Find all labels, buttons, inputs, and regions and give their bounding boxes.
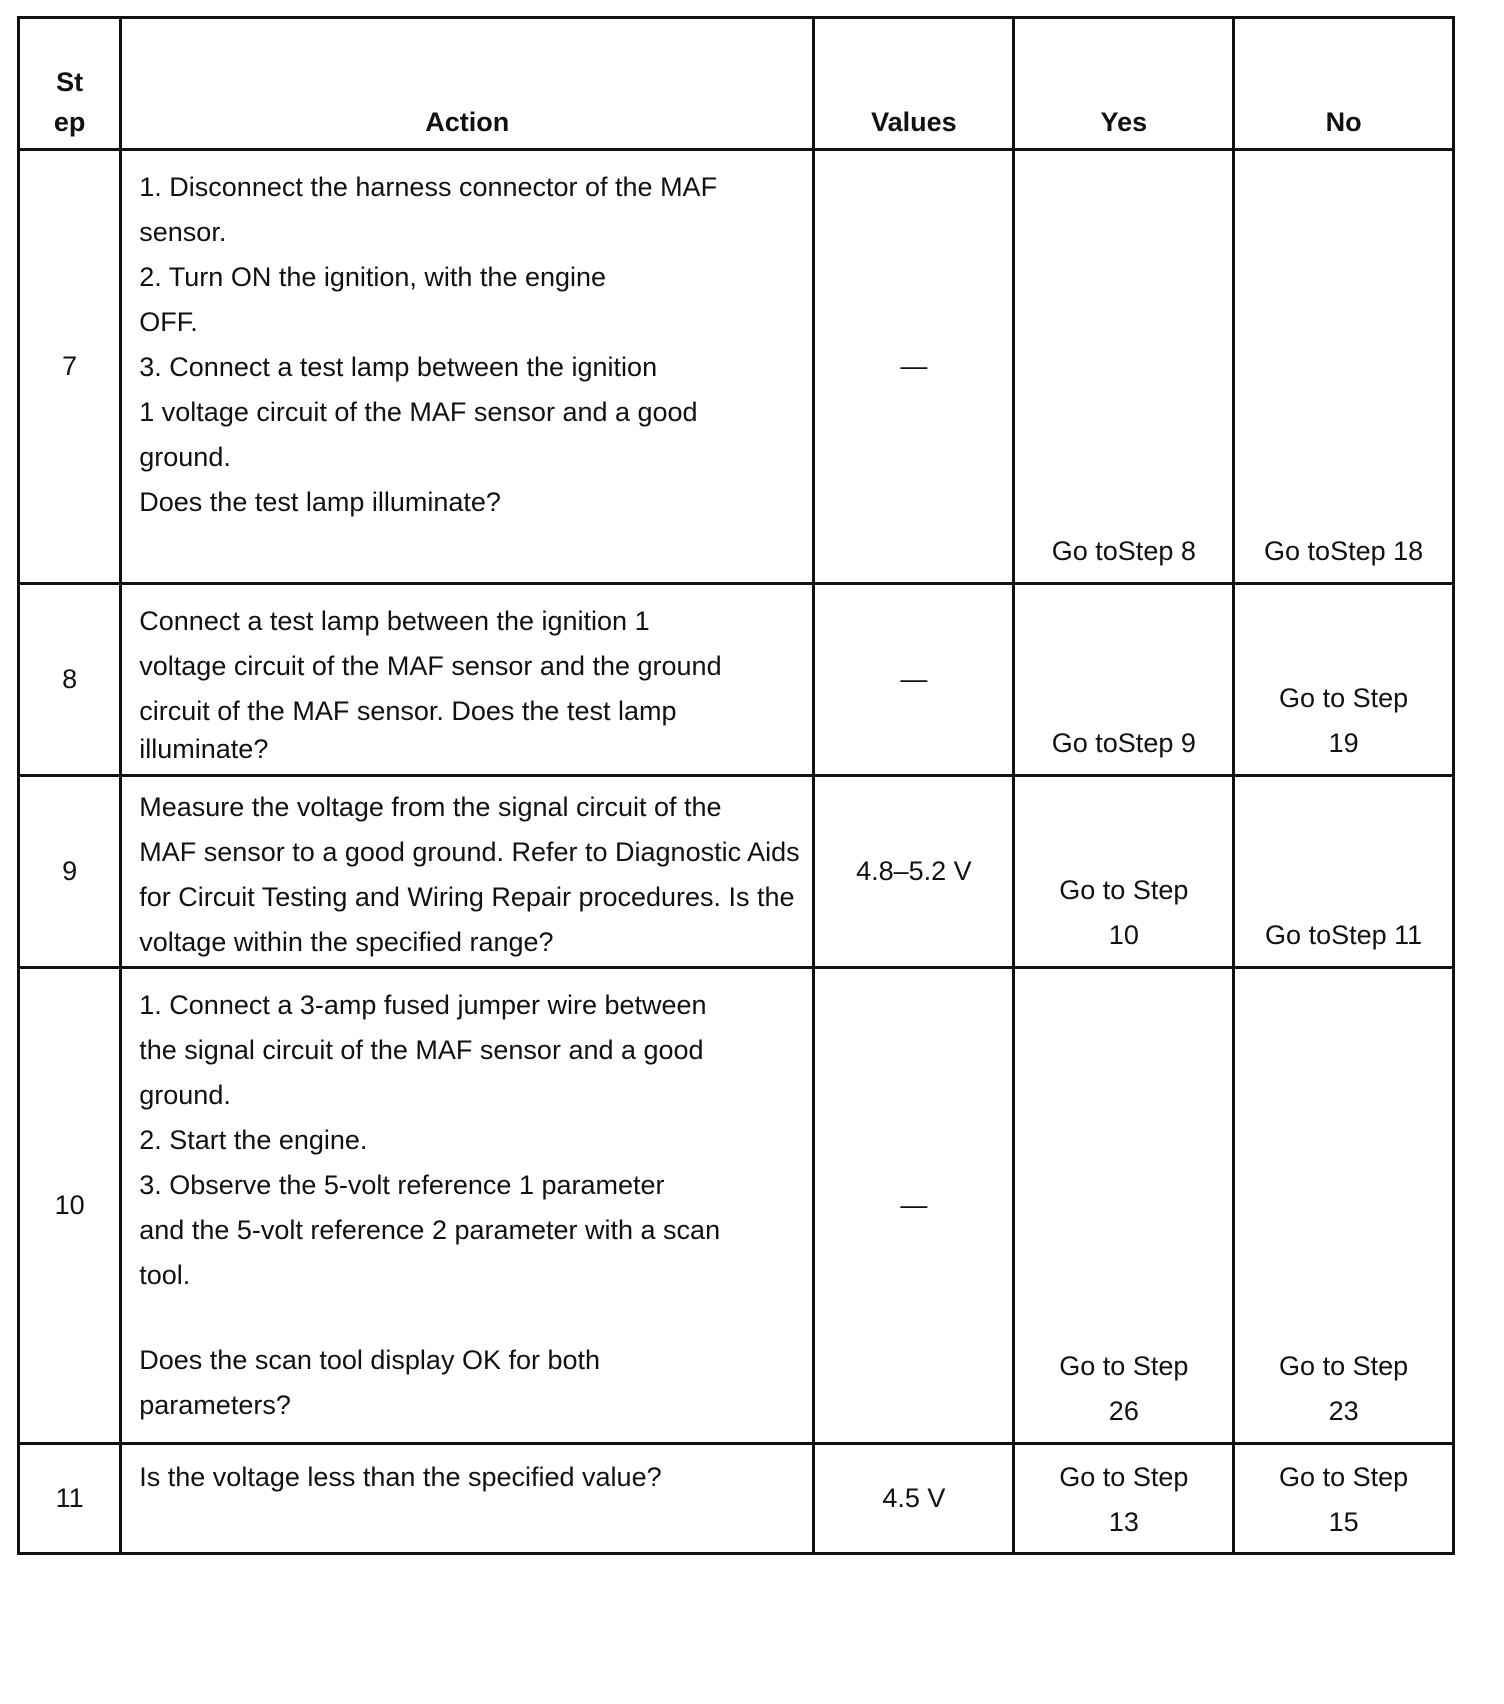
no-target: Go toStep 11 <box>1265 920 1423 950</box>
step-number: 9 <box>19 776 121 968</box>
action-line: MAF sensor to a good ground. Refer to Diagnostic Aids <box>139 837 800 867</box>
table-row <box>19 776 1454 968</box>
table-row <box>19 968 1454 1444</box>
action-line: parameters? <box>139 1390 291 1420</box>
action-line: and the 5-volt reference 2 parameter with a scan <box>139 1215 721 1245</box>
yes-target: Go toStep 8 <box>1051 536 1196 566</box>
values-cell: — <box>814 150 1014 584</box>
action-line: ground. <box>139 442 231 472</box>
action-line: ground. <box>139 1080 231 1110</box>
table-row <box>19 150 1454 584</box>
yes-cell <box>1014 584 1234 776</box>
action-line: Is the voltage less than the specified value? <box>139 1462 662 1492</box>
no-target: 15 <box>1328 1507 1359 1537</box>
no-cell <box>1234 150 1454 584</box>
action-line: for Circuit Testing and Wiring Repair procedures. Is the <box>139 882 795 912</box>
yes-target: Go to Step <box>1059 1462 1189 1492</box>
yes-cell <box>1014 1444 1234 1554</box>
header-no: No <box>1234 18 1454 150</box>
no-target: 23 <box>1328 1396 1359 1426</box>
action-line: 3. Connect a test lamp between the ignition <box>139 352 658 382</box>
table-header-row <box>19 18 1454 150</box>
yes-target: 13 <box>1108 1507 1139 1537</box>
no-cell <box>1234 968 1454 1444</box>
action-line: 1. Connect a 3-amp fused jumper wire between <box>139 990 707 1020</box>
action-spacer <box>139 1298 804 1338</box>
no-target: Go to Step <box>1279 1351 1409 1381</box>
action-line: 2. Start the engine. <box>139 1125 368 1155</box>
table-row <box>19 1444 1454 1554</box>
action-cell <box>121 1444 814 1554</box>
no-cell <box>1234 776 1454 968</box>
action-line: Does the test lamp illuminate? <box>139 487 501 517</box>
action-line: the signal circuit of the MAF sensor and a good <box>139 1035 704 1065</box>
action-line: Connect a test lamp between the ignition 1 <box>139 606 650 636</box>
no-cell <box>1234 584 1454 776</box>
yes-target: Go toStep 9 <box>1051 728 1196 758</box>
no-target: Go to Step <box>1279 683 1409 713</box>
action-line: Measure the voltage from the signal circuit of the <box>139 792 722 822</box>
no-cell <box>1234 1444 1454 1554</box>
yes-cell <box>1014 150 1234 584</box>
header-action: Action <box>121 18 814 150</box>
action-cell <box>121 968 814 1444</box>
action-cell <box>121 776 814 968</box>
action-line: illuminate? <box>139 734 269 764</box>
diagnostic-table <box>17 16 1455 1555</box>
action-line: OFF. <box>139 307 198 337</box>
action-line: sensor. <box>139 217 227 247</box>
step-number: 8 <box>19 584 121 776</box>
step-number: 10 <box>19 968 121 1444</box>
yes-target: Go to Step <box>1059 875 1189 905</box>
action-line: 1 voltage circuit of the MAF sensor and a good <box>139 397 698 427</box>
no-target: 19 <box>1328 728 1359 758</box>
table-row <box>19 584 1454 776</box>
step-number: 7 <box>19 150 121 584</box>
action-line: circuit of the MAF sensor. Does the test lamp <box>139 696 677 726</box>
no-target: Go toStep 18 <box>1264 536 1424 566</box>
yes-target: 26 <box>1108 1396 1139 1426</box>
header-step: St ep <box>19 18 121 150</box>
yes-target: Go to Step <box>1059 1351 1189 1381</box>
values-cell: 4.5 V <box>814 1444 1014 1554</box>
header-yes: Yes <box>1014 18 1234 150</box>
action-line: 1. Disconnect the harness connector of the MAF <box>139 172 718 202</box>
action-line: 3. Observe the 5-volt reference 1 parameter <box>139 1170 665 1200</box>
action-line: voltage circuit of the MAF sensor and the ground <box>139 651 722 681</box>
yes-cell <box>1014 968 1234 1444</box>
values-cell: — <box>814 584 1014 776</box>
action-cell <box>121 584 814 776</box>
action-line: Does the scan tool display OK for both <box>139 1345 601 1375</box>
action-line: 2. Turn ON the ignition, with the engine <box>139 262 607 292</box>
yes-cell <box>1014 776 1234 968</box>
no-target: Go to Step <box>1279 1462 1409 1492</box>
action-line: tool. <box>139 1260 191 1290</box>
step-number: 11 <box>19 1444 121 1554</box>
action-line: voltage within the specified range? <box>139 927 554 957</box>
yes-target: 10 <box>1108 920 1139 950</box>
header-values: Values <box>814 18 1014 150</box>
values-cell: 4.8–5.2 V <box>814 776 1014 968</box>
action-cell <box>121 150 814 584</box>
values-cell: — <box>814 968 1014 1444</box>
